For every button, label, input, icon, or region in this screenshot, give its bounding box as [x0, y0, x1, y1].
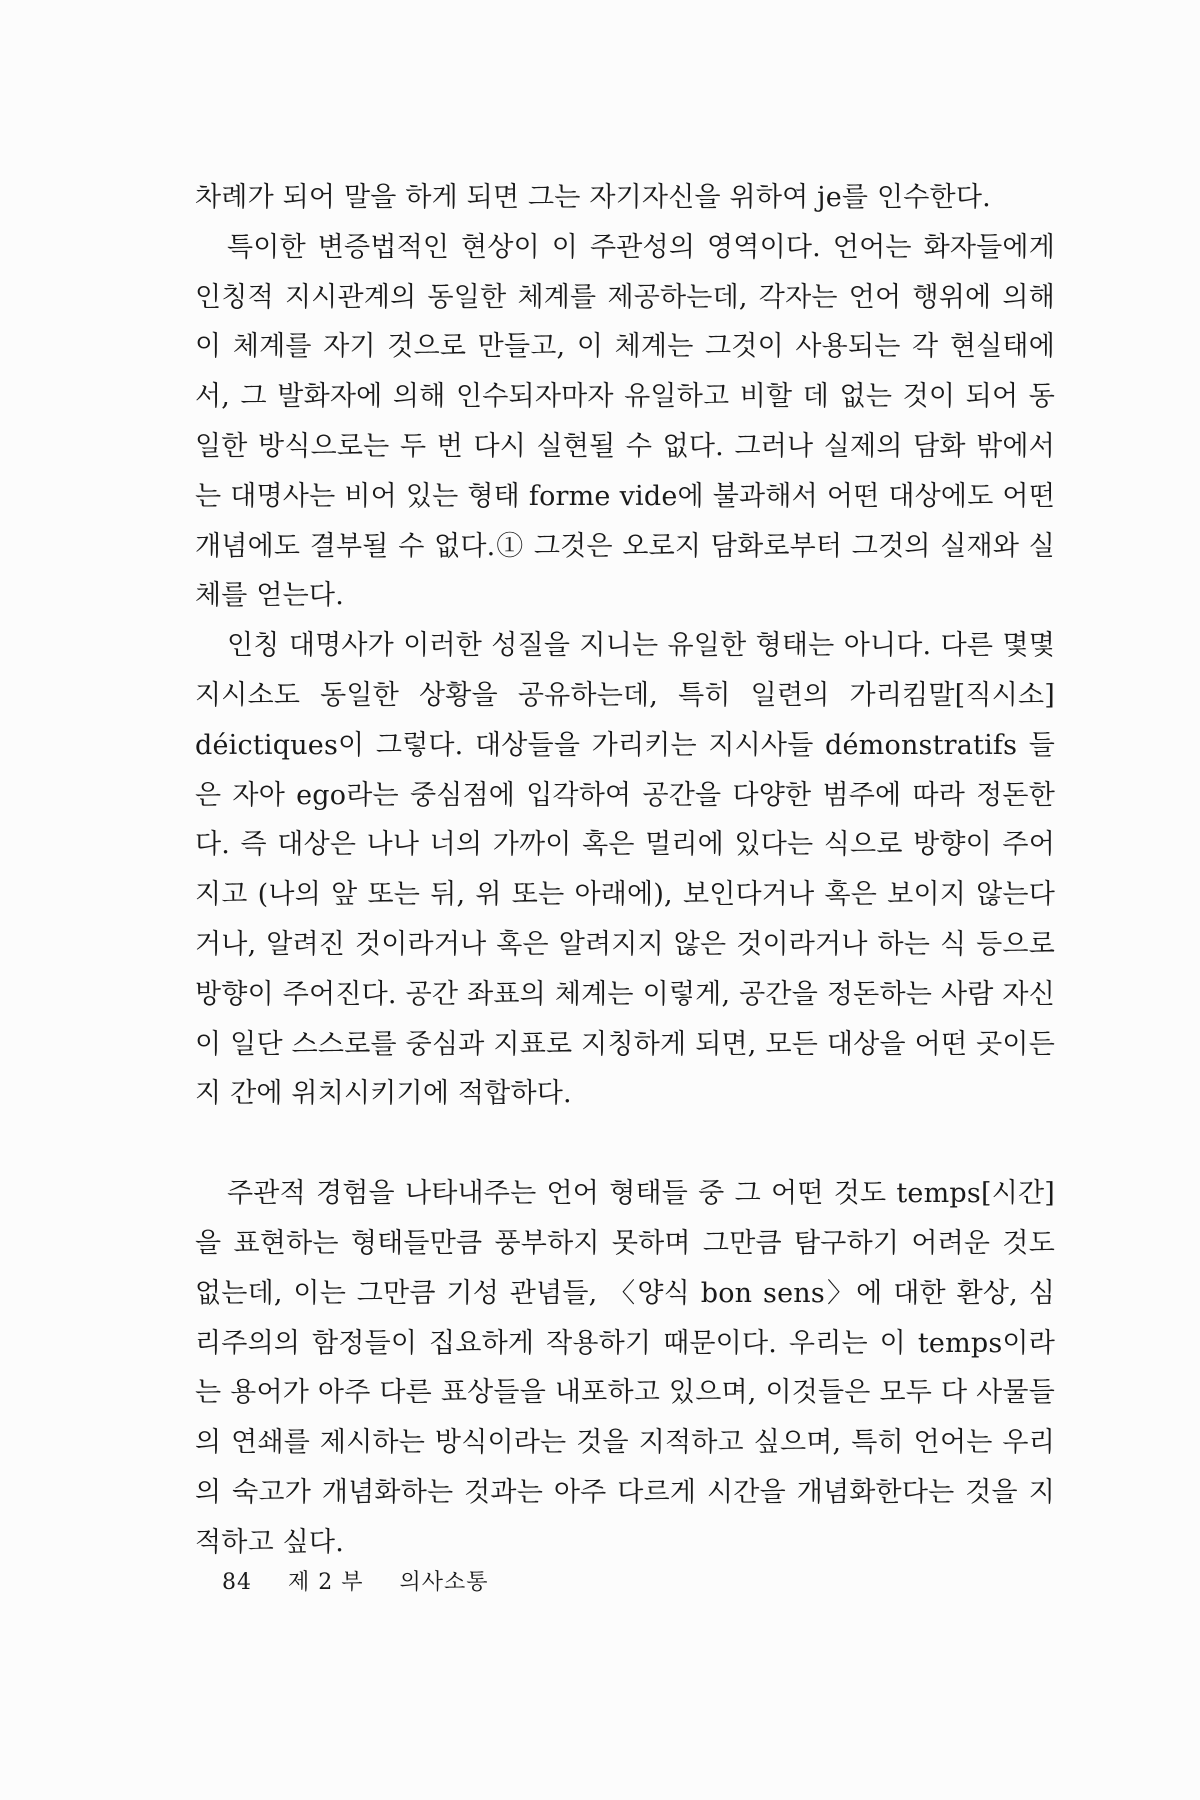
- paragraph-subjectivity: 특이한 변증법적인 현상이 이 주관성의 영역이다. 언어는 화자들에게 인칭적 지시관계의 동일한 체계를 제공하는데, 각자는 언어 행위에 의해 이 체계를 자기 것으로 만들고, 이 체계는 그것이 사용되는 각 현실태에서, 그 발화자에 의해 인수되자마자 유일하고 비할 데 없는 것이 되어 동일한 방식으로는 두 번 다시 실현될 수 없다. 그러나 실제의 담화 밖에서는 대명사는 비어 있는 형태 forme vide에 불과해서 어떤 대상에도 어떤 개념에도 결부될 수 없다.① 그것은 오로지 담화로부터 그것의 실재와 실체를 얻는다.: [195, 231, 1055, 612]
- body-text: [195, 173, 1055, 1568]
- paragraph-temps: 주관적 경험을 나타내주는 언어 형태들 중 그 어떤 것도 temps[시간]을 표현하는 형태들만큼 풍부하지 못하며 그만큼 탐구하기 어려운 것도 없는데, 이는 그만큼 기성 관념들, 〈양식 bon sens〉에 대한 환상, 심리주의의 함정들이 집요하게 작용하기 때문이다. 우리는 이 temps이라는 용어가 아주 다른 표상들을 내포하고 있으며, 이것들은 모두 다 사물들의 연쇄를 제시하는 방식이라는 것을 지적하고 싶으며, 특히 언어는 우리의 숙고가 개념화하는 것과는 아주 다르게 시간을 개념화한다는 것을 지적하고 싶다.: [195, 1178, 1055, 1558]
- page-footer: [222, 1565, 517, 1596]
- page-number: 84: [222, 1570, 252, 1595]
- paragraph-deictics: 인칭 대명사가 이러한 성질을 지니는 유일한 형태는 아니다. 다른 몇몇 지시소도 동일한 상황을 공유하는데, 특히 일련의 가리킴말[직시소] déictiques이 그렇다. 대상들을 가리키는 지시사들 démonstratifs 들은 자아 ego라는 중심점에 입각하여 공간을 다양한 범주에 따라 정돈한다. 즉 대상은 나나 너의 가까이 혹은 멀리에 있다는 식으로 방향이 주어지고 (나의 앞 또는 뒤, 위 또는 아래에), 보인다거나 혹은 보이지 않는다거나, 알려진 것이라거나 혹은 알려지지 않은 것이라거나 하는 식 등으로 방향이 주어진다. 공간 좌표의 체계는 이렇게, 공간을 정돈하는 사람 자신이 일단 스스로를 중심과 지표로 지칭하게 되면, 모든 대상을 어떤 곳이든지 간에 위치시키기에 적합하다.: [195, 630, 1055, 1110]
- paragraph-continuation: 차례가 되어 말을 하게 되면 그는 자기자신을 위하여 je를 인수한다.: [195, 182, 991, 213]
- section-gap: [195, 1119, 1055, 1169]
- part-label: 제 2 부: [288, 1570, 364, 1595]
- section-title: 의사소통: [399, 1570, 489, 1595]
